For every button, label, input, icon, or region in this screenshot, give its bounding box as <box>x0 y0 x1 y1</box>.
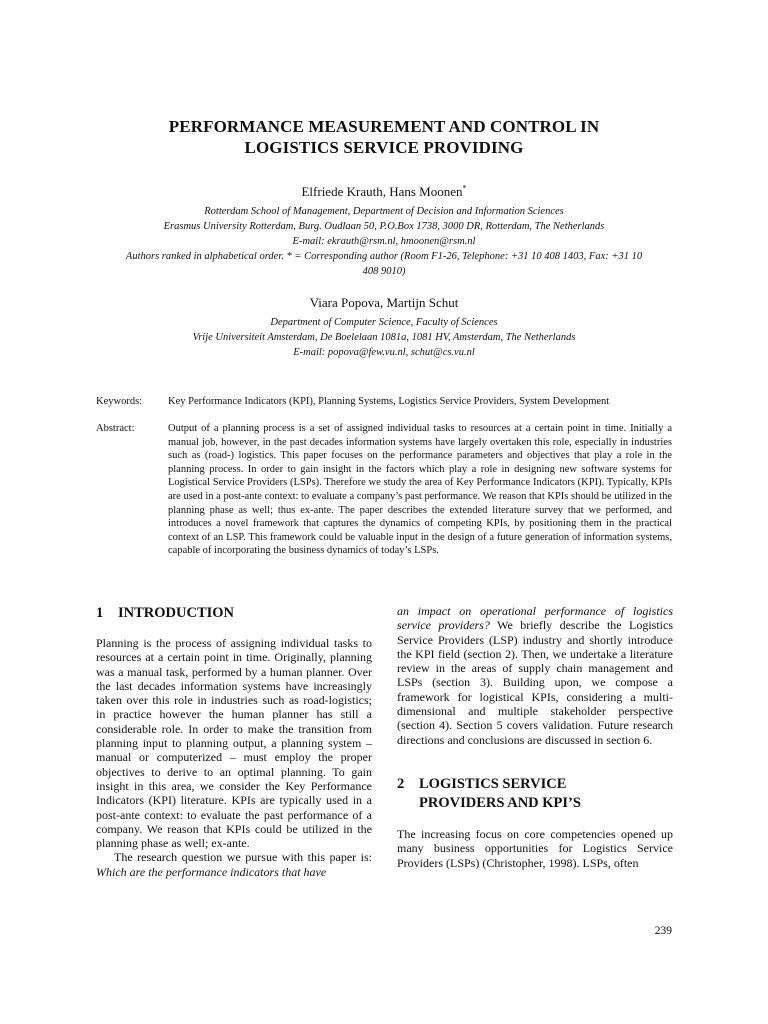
abstract-text: Output of a planning process is a set of assigned individual tasks to resources at a certain point in time. Initially a manual job, however, in the past decades information systems have largely overtaken this role, especially in industries such as (road-) logistics. This paper focuses on the performance parameters and objectives that play a role in the planning process. In order to gain insight in the factors which play a role in designing new software systems for Logistical Service Providers (LSPs). Therefore we study the area of Key Performance Indicators (KPI). Typically, KPIs are used in a post-ante context: to evaluate a company’s past performance. We reason that KPIs should be utilized in the planning phase as well; thus ex-ante. The paper describes the extended literature survey that we performed, and introduces a novel framework that captures the dynamics of competing KPIs, by positioning them in the practical context of an LSP. This framework could be valuable input in the design of a future generation of information systems, capable of incorporating the business dynamics of today’s LSPs. <box>168 423 672 557</box>
keywords-label: Keywords: <box>96 396 143 407</box>
section-1-paragraph-2-start: The research question we pursue with this paper is: Which are the performance indicators that have <box>96 850 372 879</box>
section-1-paragraph-2-continued: an impact on operational performance of logistics service providers? We briefly describe the Logistics Service Providers (LSP) industry and shortly introduce the KPI field (section 2). Then, we undertake a literature review in the areas of supply chain management and LSPs (section 3). Building upon, we compose a framework for logistical KPIs, considering a multi-dimensional and multiple stakeholder perspective (section 4). Section 5 covers validation. Future research directions and conclusions are discussed in section 6. <box>397 604 674 747</box>
author-note-line-1: Authors ranked in alphabetical order. * = Corresponding author (Room F1-26, Telephone: +31 10 408 1403, Fax: +31 10 <box>125 251 643 262</box>
keywords-text: Key Performance Indicators (KPI), Planning Systems, Logistics Service Providers, System Development <box>168 396 610 407</box>
section-2-paragraph-1: The increasing focus on core competencies opened up many business opportunities for Logistics Service Providers (LSPs) (Christopher, 1998). LSPs, often <box>397 826 673 870</box>
title-line-2: LOGISTICS SERVICE PROVIDING <box>244 138 524 157</box>
section-2-heading: 2 LOGISTICS SERVICE PROVIDERS AND KPI’S <box>397 775 581 811</box>
title-line-1: PERFORMANCE MEASUREMENT AND CONTROL IN <box>168 117 600 136</box>
email-1: E-mail: ekrauth@rsm.nl, hmoonen@rsm.nl <box>292 236 476 247</box>
right-column <box>397 604 673 870</box>
affiliation-1a: Rotterdam School of Management, Department of Decision and Information Sciences <box>204 206 564 217</box>
paper-title <box>96 116 672 158</box>
left-column <box>96 604 372 879</box>
affiliation-2a: Department of Computer Science, Faculty of Sciences <box>270 317 498 328</box>
section-1-heading: 1 INTRODUCTION <box>96 605 235 621</box>
section-1-paragraph-1: Planning is the process of assigning individual tasks to resources at a certain point in time. Originally, planning was a manual task, performed by a human planner. Over the last decades information systems have increasingly taken over this role in industries such as road-logistics; in practice however the human planner has still a considerable role. In order to make the transition from planning input to planning output, a planning system – manual or computerized – must employ the proper objectives to derive to an optimal planning. To gain insight in this area, we consider the Key Performance Indicators (KPI) literature. KPIs are typically used in a post-ante context: to evaluate the past performance of a company. We reason that KPIs could be utilized in the planning phase as well; ex-ante. <box>96 636 372 851</box>
author-note-line-2: 408 9010) <box>362 266 406 277</box>
author-group-1 <box>90 183 678 279</box>
corresponding-marker: * <box>462 183 467 193</box>
email-2: E-mail: popova@few.vu.nl, schut@cs.vu.nl <box>293 347 475 358</box>
author-group-2 <box>90 294 678 360</box>
author-names-2: Viara Popova, Martijn Schut <box>309 295 459 310</box>
page-number: 239 <box>654 925 672 937</box>
author-names-1: Elfriede Krauth, Hans Moonen* <box>301 183 467 199</box>
affiliation-2b: Vrije Universiteit Amsterdam, De Boelelaan 1081a, 1081 HV, Amsterdam, The Netherlands <box>192 332 576 343</box>
abstract-label: Abstract: <box>96 423 135 434</box>
affiliation-1b: Erasmus University Rotterdam, Burg. Oudlaan 50, P.O.Box 1738, 3000 DR, Rotterdam, The Netherlands <box>163 221 605 232</box>
